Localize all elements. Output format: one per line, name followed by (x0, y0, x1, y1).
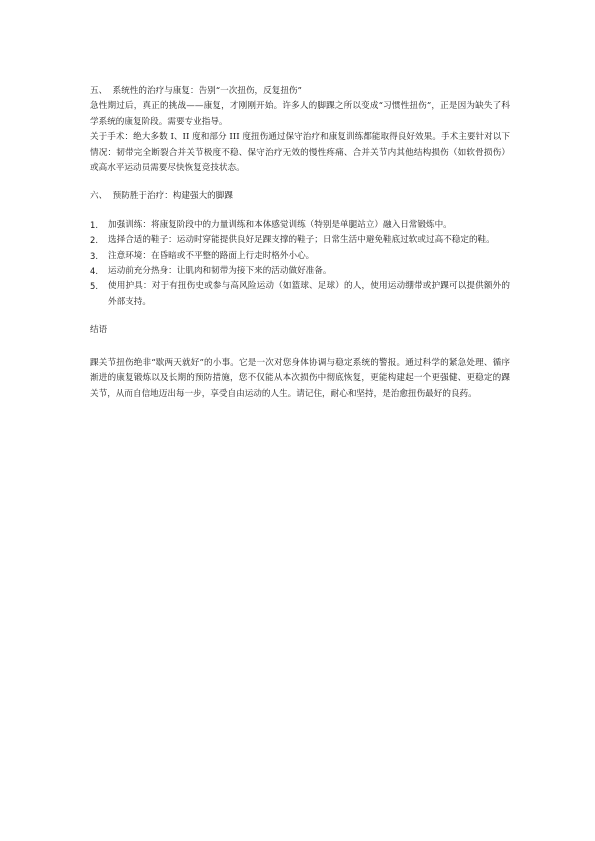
list-item-number: 1. (90, 219, 98, 230)
conclusion-heading: 结语 (90, 325, 108, 336)
conclusion-paragraph: 踝关节扭伤绝非“歇两天就好”的小事。它是一次对您身体协调与稳定系统的警报。通过科学的紧急处理、循序渐进的康复锻炼以及长期的预防措施，您不仅能从本次损伤中彻底恢复，更能构建起一个更强健、更稳定的踝关节，从而自信地迈出每一步，享受自由运动的人生。请记住，耐心和坚持，是治愈扭伤最好的良药。 (90, 357, 510, 399)
section-5-heading: 五、 系统性的治疗与康复：告别“一次扭伤，反复扭伤” (90, 86, 302, 96)
document-body (90, 84, 510, 402)
list-item (90, 279, 510, 310)
section-5-paragraph-surgery: 关于手术：绝大多数 I、II 度和部分 III 度扭伤通过保守治疗和康复训练都能取得良好效果。手术主要针对以下情况：韧带完全断裂合并关节极度不稳、保守治疗无效的慢性疼痛、合并关节内其他结构损伤（如软骨损伤）或高水平运动员需要尽快恢复竞技状态。 (90, 132, 510, 174)
section-5-paragraph-1: 急性期过后，真正的挑战——康复，才刚刚开始。许多人的脚踝之所以变成“习惯性扭伤”，正是因为缺失了科学系统的康复阶段。需要专业指导。 (90, 101, 510, 127)
list-item-number: 4. (90, 266, 98, 277)
list-item-text: 选择合适的鞋子：运动时穿能提供良好足踝支撑的鞋子；日常生活中避免鞋底过软或过高不稳定的鞋。 (108, 235, 495, 246)
spacer (90, 176, 510, 189)
list-item (90, 233, 510, 248)
list-item-text: 加强训练：将康复阶段中的力量训练和本体感觉训练（特别是单腿站立）融入日常锻炼中。 (108, 219, 452, 230)
spacer (90, 339, 510, 356)
spacer (90, 310, 510, 323)
prevention-list (90, 218, 510, 310)
list-item-number: 2. (90, 235, 98, 246)
list-item (90, 264, 510, 279)
list-item (90, 218, 510, 233)
list-item-number: 3. (90, 250, 98, 261)
list-item-text: 注意环境：在昏暗或不平整的路面上行走时格外小心。 (108, 250, 315, 261)
list-item-text: 使用护具：对于有扭伤史或参与高风险运动（如篮球、足球）的人，使用运动绷带或护踝可以提供额外的外部支持。 (108, 281, 510, 307)
spacer (90, 205, 510, 218)
list-item-number: 5. (90, 281, 98, 292)
section-6-heading: 六、 预防胜于治疗：构建强大的脚踝 (90, 191, 233, 202)
list-item-text: 运动前充分热身：让肌肉和韧带为接下来的活动做好准备。 (108, 266, 332, 277)
list-item (90, 249, 510, 264)
